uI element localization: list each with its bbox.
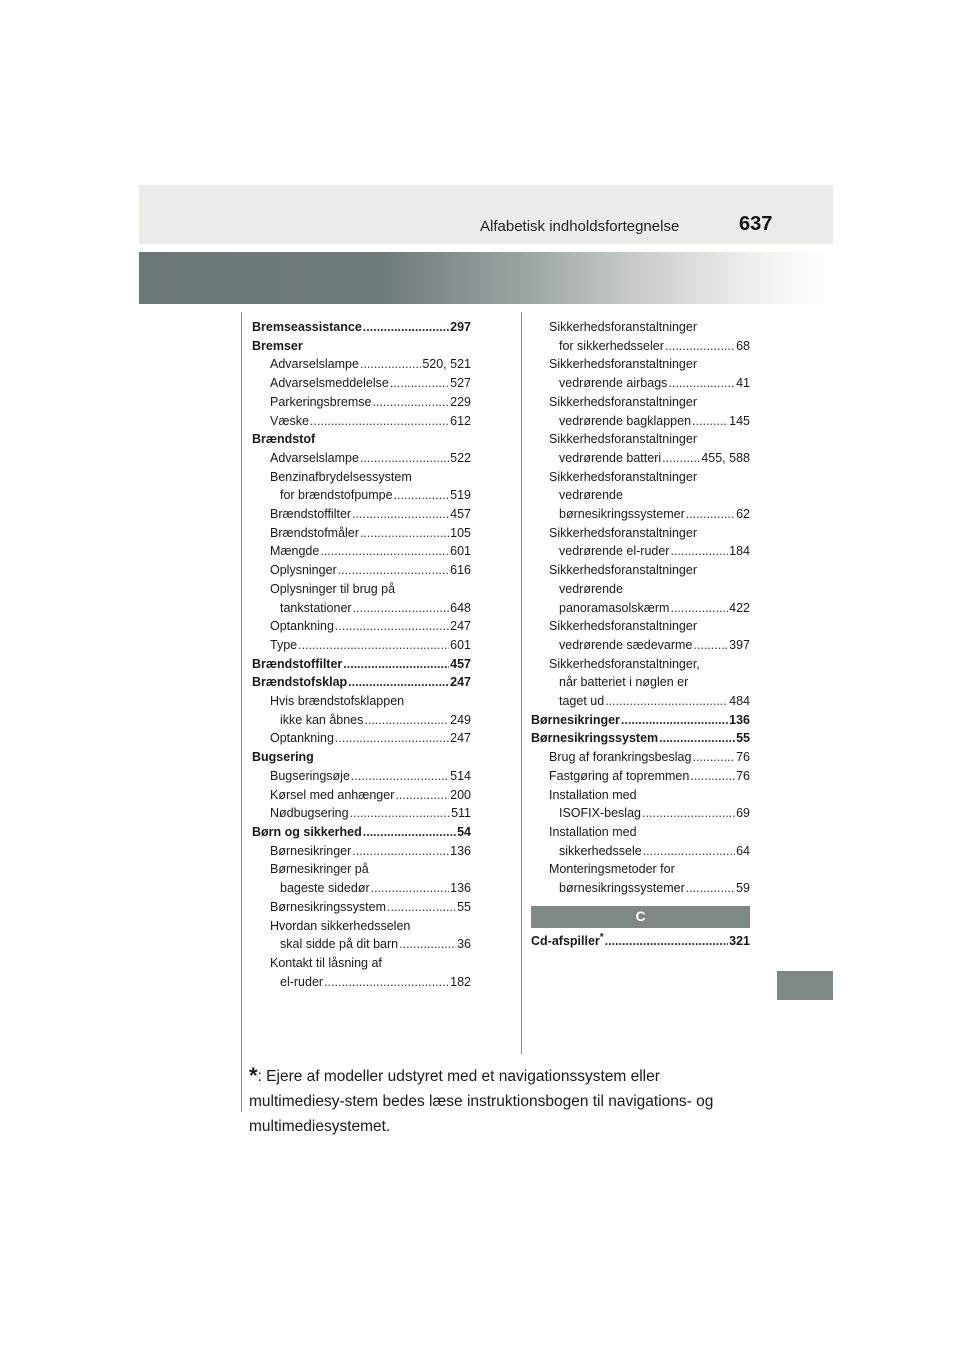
entry-text: bageste sidedør [280,881,370,896]
entry-text: vedrørende [559,581,623,596]
index-entry[interactable] [252,318,471,337]
index-entry[interactable] [252,393,471,412]
leader-dots [686,879,735,898]
leader-dots [690,767,735,786]
entry-text: Mængde [270,544,320,559]
leader-dots [320,542,449,561]
entry-page: 136 [450,843,471,858]
leader-dots [335,729,449,748]
entry-page: 522 [450,450,471,465]
entry-text: Brændstoffilter [270,507,352,522]
entry-text: Installation med [549,824,637,839]
index-entry[interactable] [531,729,750,748]
entry-text: Børn og sikkerhed [252,824,362,839]
leader-dots [686,505,735,524]
entry-text: Nødbugsering [270,806,349,821]
index-entry [531,318,750,337]
entry-text: Bugsering [252,750,314,765]
footnote [249,1063,759,1139]
leader-dots [605,932,728,951]
index-entry[interactable] [252,935,471,954]
leader-dots [343,655,449,674]
entry-text: Væske [270,413,309,428]
index-entry[interactable] [531,711,750,730]
index-entry[interactable] [531,748,750,767]
entry-text: skal sidde på dit barn [280,937,399,952]
index-entry [531,786,750,805]
index-entry [531,673,750,692]
index-entry[interactable] [252,449,471,468]
leader-dots [360,449,449,468]
entry-page: 457 [450,656,471,671]
left-margin-rule [241,312,242,1112]
index-entry [252,692,471,711]
index-entry[interactable] [252,804,471,823]
entry-page: 520, 521 [422,357,471,372]
index-entry[interactable] [252,542,471,561]
leader-dots [350,804,451,823]
entry-text: Bugseringsøje [270,768,350,783]
entry-text: Børnesikringssystem [531,731,659,746]
entry-text: vedrørende el-ruder [559,544,670,559]
entry-text: Børnesikringer på [270,862,369,877]
leader-dots [692,748,735,767]
index-entry[interactable] [252,412,471,431]
entry-page: 136 [729,712,750,727]
entry-page: 397 [729,637,750,652]
index-entry [252,917,471,936]
leader-dots [390,374,449,393]
index-entry [531,655,750,674]
index-entry[interactable] [531,412,750,431]
index-entry[interactable] [252,711,471,730]
leader-dots [399,935,456,954]
entry-text: Oplysninger [270,563,337,578]
leader-dots [353,599,450,618]
index-entry[interactable] [252,823,471,842]
index-entry [531,617,750,636]
index-entry[interactable] [252,486,471,505]
index-entry[interactable] [252,879,471,898]
entry-text: Brændstof [252,432,316,447]
section-title: Alfabetisk indholdsfortegnelse [480,218,680,235]
leader-dots [351,767,449,786]
leader-dots [324,973,449,992]
index-entry[interactable] [252,786,471,805]
entry-page: 249 [450,712,471,727]
index-entry[interactable] [252,524,471,543]
index-entry [531,393,750,412]
entry-page: 247 [450,731,471,746]
index-entry[interactable] [252,505,471,524]
leader-dots [371,879,450,898]
entry-text: Sikkerhedsforanstaltninger [549,563,697,578]
index-entry[interactable] [252,374,471,393]
index-entry[interactable] [252,599,471,618]
entry-text: Bremser [252,338,303,353]
entry-text: Fastgøring af topremmen [549,768,690,783]
index-column-right [531,318,750,951]
entry-text: Monteringsmetoder for [549,862,675,877]
entry-page: 297 [450,320,471,334]
leader-dots [643,842,735,861]
entry-page: 136 [450,881,471,896]
leader-dots [692,412,728,431]
entry-text: Børnesikringer [270,843,352,858]
entry-page: 616 [450,563,471,578]
entry-text: Cd-afspiller [531,933,600,948]
entry-page: 601 [450,637,471,652]
index-entry[interactable] [252,729,471,748]
leader-dots [310,412,449,431]
index-entry [252,954,471,973]
index-entry[interactable] [252,767,471,786]
leader-dots [372,393,449,412]
index-entry [531,355,750,374]
entry-page: 69 [736,806,750,821]
index-entry [531,823,750,842]
entry-text: vedrørende airbags [559,376,668,391]
index-entry[interactable] [531,879,750,898]
leader-dots [693,636,728,655]
asterisk-mark: * [599,931,604,943]
entry-text: vedrørende bagklappen [559,413,692,428]
entry-page: 601 [450,544,471,559]
leader-dots [298,636,449,655]
leader-dots [360,524,449,543]
entry-text: el-ruder [280,974,324,989]
entry-page: 422 [729,600,750,615]
entry-text: Børnesikringssystem [270,899,386,914]
index-entry [252,580,471,599]
entry-page: 62 [736,507,750,522]
entry-text: Kørsel med anhænger [270,787,395,802]
leader-dots [363,318,449,337]
index-entry[interactable] [252,617,471,636]
entry-page: 511 [451,806,471,821]
entry-text: Hvis brændstofsklappen [270,694,405,709]
leader-dots [662,449,700,468]
entry-text: børnesikringssystemer [559,507,685,522]
leader-dots [363,823,456,842]
leader-dots [348,673,449,692]
index-column-left [252,318,471,991]
entry-text: for brændstofpumpe [280,488,393,503]
footnote-asterisk: * [249,1063,258,1088]
entry-text: Sikkerhedsforanstaltninger [549,525,697,540]
index-entry[interactable] [531,636,750,655]
index-entry [531,561,750,580]
index-entry[interactable] [252,636,471,655]
leader-dots [670,542,728,561]
index-entry[interactable] [252,355,471,374]
entry-text: Hvordan sikkerhedsselen [270,918,411,933]
index-entry [252,337,471,356]
entry-page: 648 [450,600,471,615]
entry-text: Sikkerhedsforanstaltninger [549,469,697,484]
entry-page: 55 [457,899,471,914]
leader-dots [387,898,456,917]
index-entry [531,430,750,449]
entry-page: 247 [450,675,471,690]
leader-dots [621,711,728,730]
index-entry [531,860,750,879]
entry-text: Sikkerhedsforanstaltninger [549,357,697,372]
entry-text: tankstationer [280,600,352,615]
index-entry[interactable] [531,767,750,786]
entry-page: 519 [450,488,471,503]
entry-text: Benzinafbrydelsessystem [270,469,412,484]
leader-dots [605,692,728,711]
index-entry[interactable] [252,973,471,992]
leader-dots [395,786,449,805]
index-entry[interactable] [531,599,750,618]
entry-text: Sikkerhedsforanstaltninger [549,432,697,447]
entry-page: 59 [736,881,750,896]
leader-dots [335,617,449,636]
entry-text: sikkerhedssele [559,843,642,858]
entry-page: 321 [729,933,750,948]
entry-text: vedrørende sædevarme [559,637,693,652]
entry-text: Brug af forankringsbeslag [549,750,692,765]
entry-text: Advarselslampe [270,357,359,372]
entry-page: 64 [736,843,750,858]
leader-dots [364,711,449,730]
entry-page: 200 [450,787,471,802]
index-entry[interactable] [252,673,471,692]
index-entry[interactable] [531,542,750,561]
entry-text: Sikkerhedsforanstaltninger [549,320,697,334]
entry-page: 612 [450,413,471,428]
entry-text: Parkeringsbremse [270,394,372,409]
leader-dots [352,842,449,861]
entry-page: 68 [736,338,750,353]
leader-dots [338,561,449,580]
leader-dots [394,486,450,505]
entry-text: Sikkerhedsforanstaltninger [549,394,697,409]
column-divider [521,312,522,1054]
entry-text: børnesikringssystemer [559,881,685,896]
chapter-side-tab [777,971,833,1000]
index-entry [531,468,750,487]
entry-page: 455, 588 [701,450,750,465]
leader-dots [642,804,735,823]
entry-page: 76 [736,768,750,783]
footnote-text: : Ejere af modeller udstyret med et navigationssystem eller multimediesy-stem bedes læse instruktionsbogen til navigations- og multimediesystemet. [249,1068,714,1135]
entry-text: Oplysninger til brug på [270,581,396,596]
index-entry[interactable] [531,804,750,823]
entry-text: Sikkerhedsforanstaltninger, [549,656,700,671]
entry-page: 457 [450,507,471,522]
index-entry[interactable] [252,898,471,917]
index-entry [531,524,750,543]
index-entries-right [531,318,750,898]
entry-page: 247 [450,619,471,634]
entry-text: Optankning [270,619,334,634]
leader-dots [665,337,735,356]
section-header-c: C [531,906,750,928]
leader-dots [670,599,728,618]
index-entry[interactable] [252,561,471,580]
index-entry [531,580,750,599]
index-entry[interactable] [531,692,750,711]
index-entry-cd-player[interactable] [531,932,750,951]
entry-text: Brændstoffilter [252,656,343,671]
index-entry[interactable] [531,337,750,356]
entry-page: 105 [450,525,471,540]
entry-page: 184 [729,544,750,559]
index-entry[interactable] [531,842,750,861]
index-entry [252,468,471,487]
entry-text: Advarselsmeddelelse [270,376,389,391]
entry-text: for sikkerhedsseler [559,338,664,353]
entry-page: 145 [729,413,750,428]
index-entry[interactable] [531,505,750,524]
entry-text: taget ud [559,694,605,709]
entry-text: når batteriet i nøglen er [559,675,689,690]
entry-text: vedrørende [559,488,623,503]
entry-page: 36 [457,937,471,952]
entry-page: 484 [729,694,750,709]
entry-page: 182 [450,974,471,989]
entry-page: 229 [450,394,471,409]
entry-text: Børnesikringer [531,712,620,727]
entry-page: 41 [736,376,750,391]
entry-text: Bremseassistance [252,320,362,334]
entry-text: Sikkerhedsforanstaltninger [549,619,697,634]
entry-page: 54 [457,824,471,839]
entry-text: Optankning [270,731,334,746]
entry-text: Brændstofsklap [252,675,348,690]
leader-dots [668,374,735,393]
leader-dots [352,505,449,524]
index-entry [252,860,471,879]
header-bar [139,185,833,244]
index-entry[interactable] [252,655,471,674]
entry-text: ISOFIX-beslag [559,806,641,821]
index-entry [252,430,471,449]
index-entry[interactable] [531,374,750,393]
entry-text: Brændstofmåler [270,525,359,540]
entry-text: Type [270,637,298,652]
index-entry[interactable] [531,449,750,468]
leader-dots [659,729,735,748]
leader-dots [360,355,421,374]
index-entry [531,486,750,505]
entry-text: vedrørende batteri [559,450,662,465]
entry-text: ikke kan åbnes [280,712,364,727]
entry-text: Advarselslampe [270,450,359,465]
entry-text: Kontakt til låsning af [270,955,382,970]
index-entry[interactable] [252,842,471,861]
entry-text: Installation med [549,787,637,802]
entry-text: panoramasolskærm [559,600,670,615]
entry-page: 527 [450,376,471,391]
entry-page: 55 [736,731,750,746]
decorative-band [139,252,833,304]
page-number: 637 [739,213,773,235]
entry-page: 76 [736,750,750,765]
entry-page: 514 [450,768,471,783]
index-entry [252,748,471,767]
